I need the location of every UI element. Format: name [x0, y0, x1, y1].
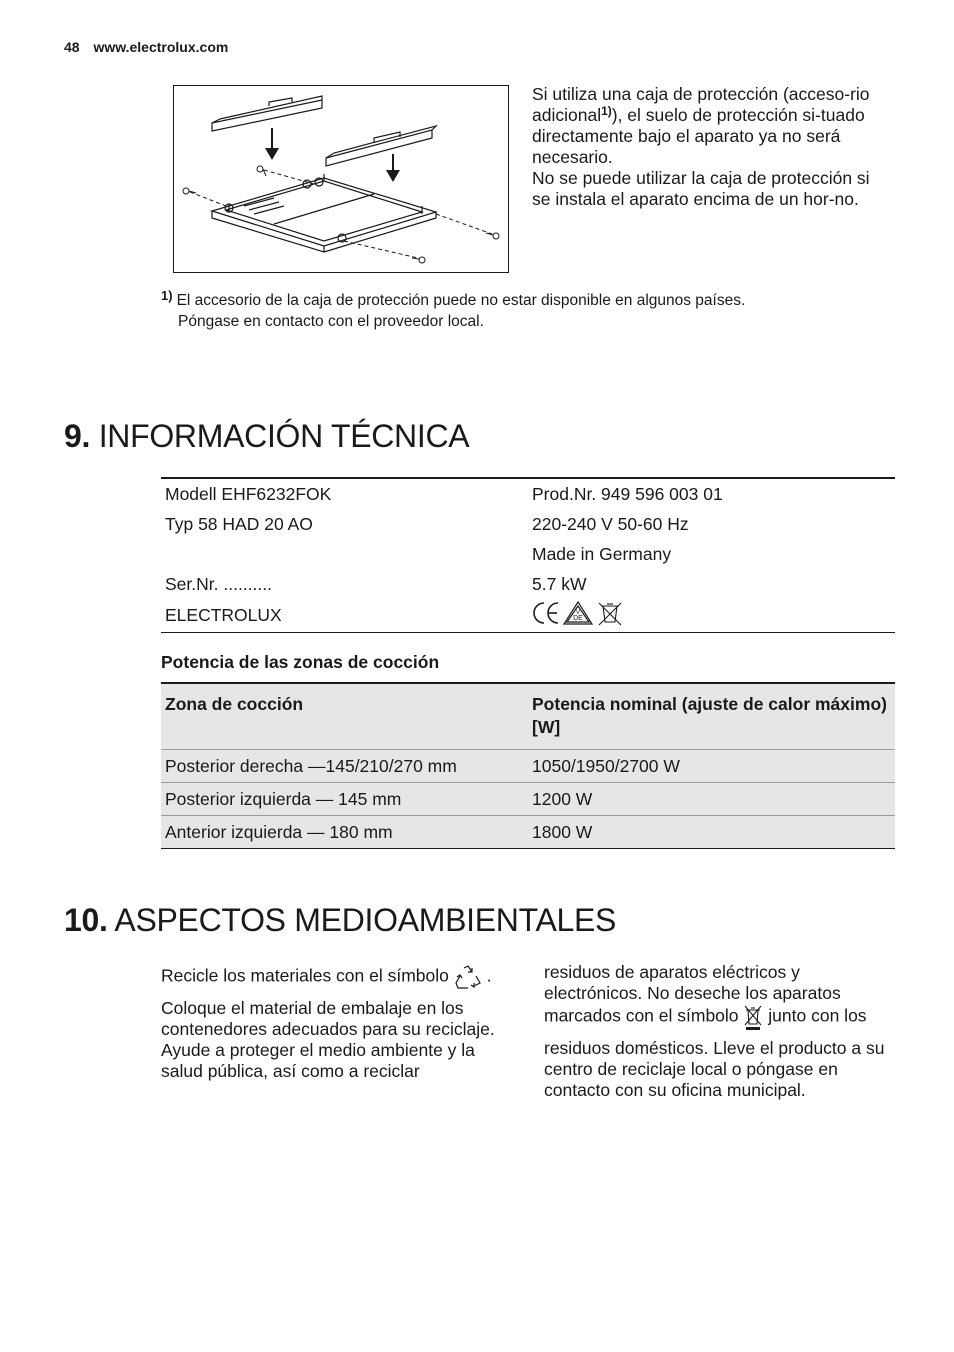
spec-cell-right: 220-240 V 50-60 Hz: [532, 513, 689, 534]
section-10-number: 10.: [64, 902, 108, 938]
footnote-reference: 1): [601, 104, 612, 118]
page-header: [64, 39, 228, 55]
table-row: [161, 816, 895, 849]
section-9-title: INFORMACIÓN TÉCNICA: [98, 418, 470, 454]
intro-text: [532, 84, 882, 210]
recycling-symbol-icon: [454, 964, 482, 990]
footnote: [161, 290, 745, 332]
table-row: [161, 783, 895, 816]
intro-paragraph-1: [532, 84, 882, 168]
spec-cell-right: Made in Germany: [532, 543, 672, 564]
packaging-paragraph: Coloque el material de embalaje en los contenedores adecuados para su reciclaje.: [161, 998, 495, 1039]
spec-cell-left: Ser.Nr. ..........: [165, 573, 272, 594]
power-zones-heading: Potencia de las zonas de cocción: [161, 652, 440, 672]
table-cell: 1200 W: [532, 788, 593, 809]
spec-cell-right: 5.7 kW: [532, 573, 587, 594]
spec-cell-left: Typ 58 HAD 20 AO: [165, 513, 313, 534]
table-cell: 1800 W: [532, 821, 593, 842]
vde-mark-icon: [564, 602, 592, 624]
intro-text-a: Si utiliza una caja de protección (acceso-rio adicional: [532, 84, 870, 125]
table-cell: Posterior izquierda — 145 mm: [165, 788, 402, 809]
crossed-bin-icon: [743, 1004, 763, 1030]
spec-row: [161, 509, 895, 539]
certification-icons: [532, 600, 628, 626]
footnote-line-2: Póngase en contacto con el proveedor local.: [178, 313, 484, 330]
section-10-heading: [64, 902, 616, 939]
header-url: www.electrolux.com: [93, 39, 229, 55]
svg-text:DE: DE: [573, 615, 583, 622]
svg-text:V: V: [575, 610, 581, 616]
ce-mark-icon: [534, 603, 558, 623]
weee-bin-icon: [599, 603, 621, 625]
table-cell: Posterior derecha —145/210/270 mm: [165, 755, 457, 776]
environment-left-column: [161, 964, 511, 1090]
section-9-heading: [64, 418, 469, 455]
certification-marks: [528, 600, 895, 631]
power-table: [161, 682, 895, 849]
footnote-mark: 1): [161, 288, 173, 303]
spec-cell-left: ELECTROLUX: [165, 605, 282, 625]
environment-right-column: [544, 962, 894, 1109]
recycle-text-end: .: [486, 965, 492, 986]
spec-row: [161, 569, 895, 599]
table-header-cell: Zona de cocción: [165, 694, 304, 714]
table-row: [161, 750, 895, 783]
table-header-cell: Potencia nominal (ajuste de calor máximo) [W]: [532, 694, 887, 737]
weee-text-end: junto con los: [768, 1005, 867, 1026]
weee-paragraph: [544, 962, 894, 1030]
spec-row: [161, 599, 895, 632]
spec-row: [161, 479, 895, 509]
spec-row: [161, 539, 895, 569]
disposal-paragraph: residuos domésticos. Lleve el producto a su centro de reciclaje local o póngase en contacto con su oficina municipal.: [544, 1038, 885, 1100]
weee-text: residuos de aparatos eléctricos y electrónicos. No deseche los aparatos marcados con el símbolo: [544, 962, 841, 1026]
intro-text-b: ), el suelo de protección si-tuado directamente bajo el aparato ya no será necesario.: [532, 105, 865, 167]
recycle-text: Recicle los materiales con el símbolo: [161, 965, 449, 986]
spec-table: [161, 477, 895, 633]
section-10-title: ASPECTOS MEDIOAMBIENTALES: [114, 902, 617, 938]
recycle-paragraph: [161, 964, 511, 990]
intro-paragraph-2: No se puede utilizar la caja de protección si se instala el aparato encima de un hor-no.: [532, 168, 870, 209]
spec-cell-left: Modell EHF6232FOK: [165, 483, 332, 504]
spec-cell-right: Prod.Nr. 949 596 003 01: [532, 483, 723, 504]
table-header-row: [161, 684, 895, 750]
table-cell: Anterior izquierda — 180 mm: [165, 821, 393, 842]
footnote-line-1: El accesorio de la caja de protección puede no estar disponible en algunos países.: [176, 292, 746, 309]
section-9-number: 9.: [64, 418, 91, 454]
installation-diagram: [173, 85, 509, 273]
table-cell: 1050/1950/2700 W: [532, 755, 680, 776]
protect-paragraph: Ayude a proteger el medio ambiente y la salud pública, así como a reciclar: [161, 1040, 475, 1081]
page-number: 48: [64, 39, 80, 55]
protection-box-drawing: [174, 86, 508, 272]
